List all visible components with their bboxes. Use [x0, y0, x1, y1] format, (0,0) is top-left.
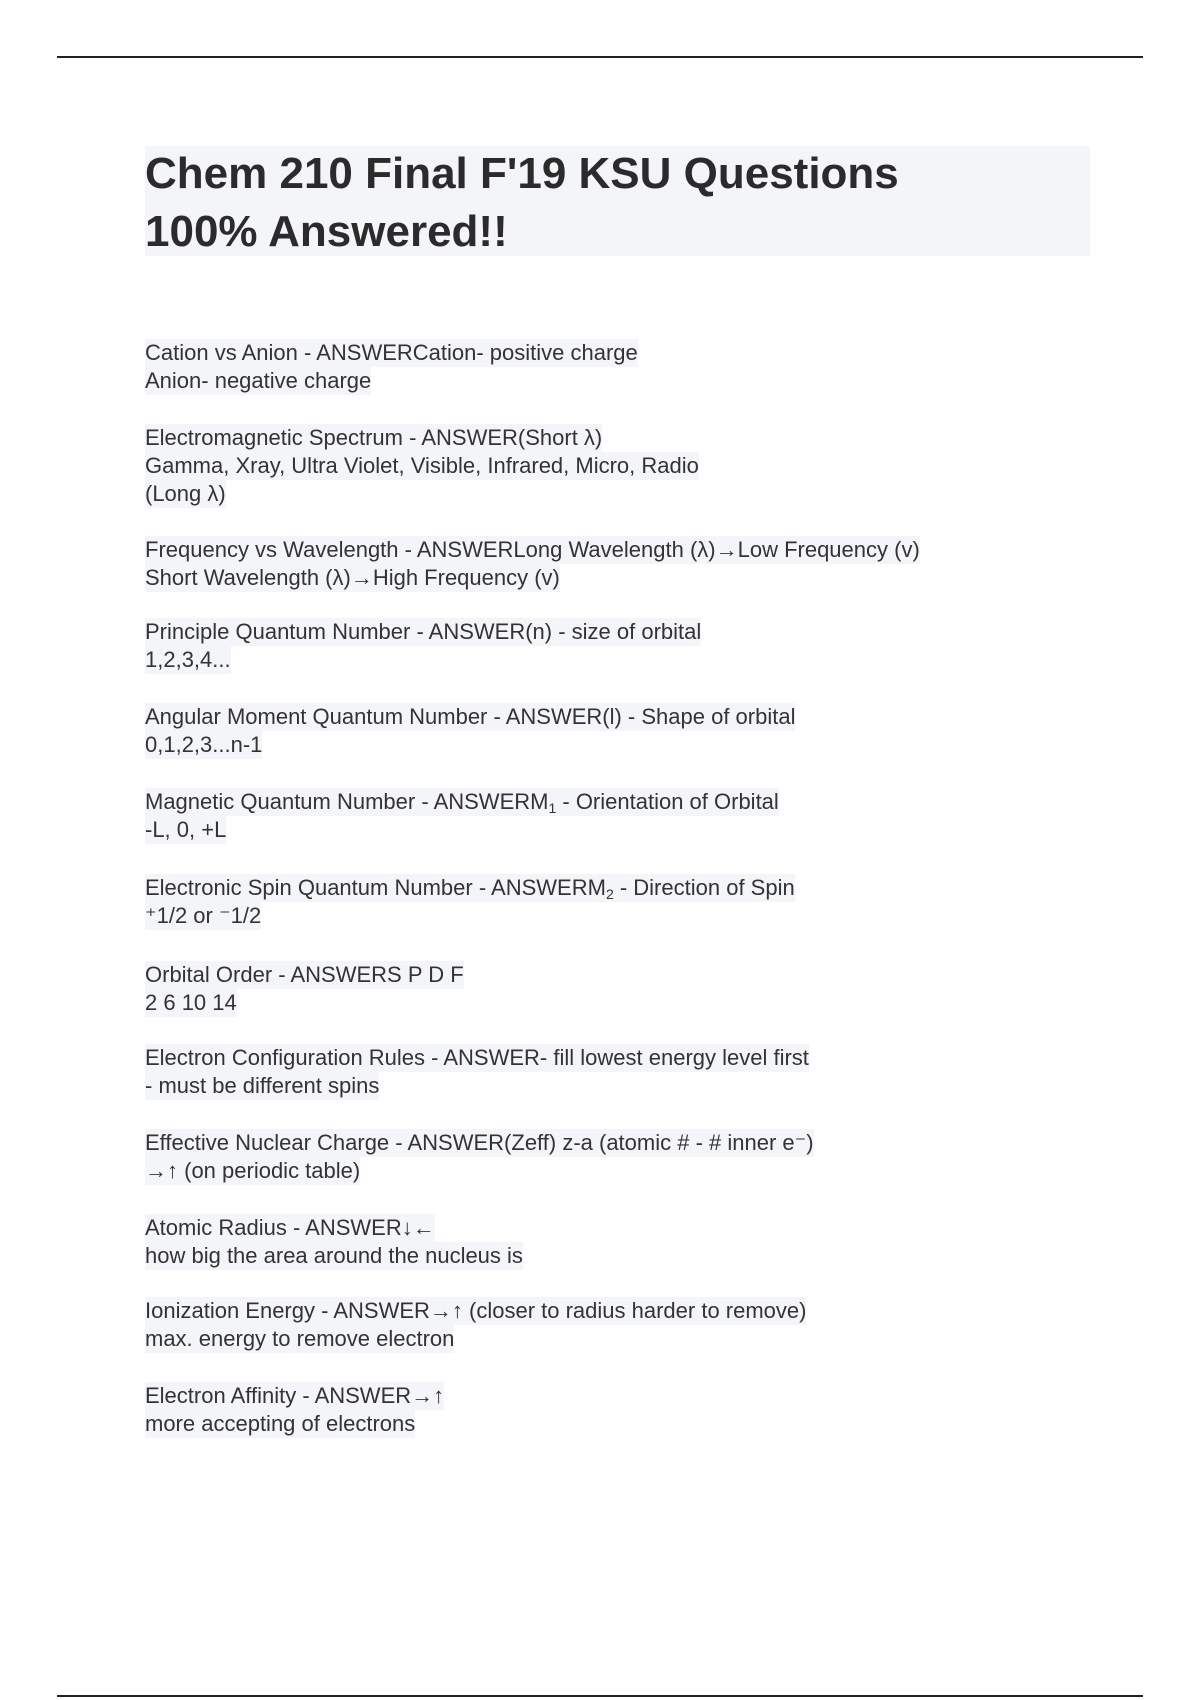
- page-title-line-2: 100% Answered!!: [145, 207, 508, 256]
- qa-entry-principle-quantum-number: [145, 618, 701, 674]
- bottom-rule: [57, 1695, 1143, 1697]
- entry-question-line: Cation vs Anion - ANSWERCation- positive charge: [145, 340, 638, 365]
- entry-answer-line: 0,1,2,3...n-1: [145, 732, 263, 757]
- qa-entry-ionization-energy: [145, 1297, 806, 1353]
- entry-question-line: Ionization Energy - ANSWER→↑ (closer to radius harder to remove): [145, 1298, 807, 1323]
- entry-question-line: Atomic Radius - ANSWER↓←: [145, 1215, 435, 1240]
- entry-answer-line: Gamma, Xray, Ultra Violet, Visible, Infrared, Micro, Radio: [145, 453, 699, 478]
- entry-answer-line: 1,2,3,4...: [145, 647, 231, 672]
- entry-question-line: Orbital Order - ANSWERS P D F: [145, 962, 464, 987]
- entry-answer-line: (Long λ): [145, 481, 226, 506]
- entry-answer-line: Short Wavelength (λ)→High Frequency (v): [145, 565, 560, 590]
- entry-answer-line: - must be different spins: [145, 1073, 380, 1098]
- entry-question-line: Electromagnetic Spectrum - ANSWER(Short λ): [145, 425, 603, 450]
- top-rule: [57, 56, 1143, 58]
- entry-question-text: - Orientation of Orbital: [556, 789, 779, 814]
- entry-question-text: Electronic Spin Quantum Number - ANSWERM: [145, 875, 606, 900]
- entry-question-text: - Direction of Spin: [613, 875, 795, 900]
- qa-entry-magnetic-quantum-number: [145, 788, 779, 844]
- entry-question-line: Frequency vs Wavelength - ANSWERLong Wavelength (λ)→Low Frequency (v): [145, 537, 920, 562]
- qa-entry-electromagnetic-spectrum: [145, 424, 699, 508]
- entry-answer-line: more accepting of electrons: [145, 1411, 416, 1436]
- qa-entry-atomic-radius: [145, 1214, 523, 1270]
- entry-question-line: Electron Affinity - ANSWER→↑: [145, 1383, 445, 1408]
- entry-question-line: [145, 788, 779, 816]
- qa-entry-electron-configuration-rules: [145, 1044, 809, 1100]
- entry-answer-line: 2 6 10 14: [145, 990, 237, 1015]
- qa-entry-frequency-wavelength: [145, 536, 920, 592]
- subscript: 2: [605, 886, 614, 902]
- entry-answer-line: -L, 0, +L: [145, 817, 227, 842]
- subscript: 1: [548, 800, 557, 816]
- title-block: [145, 146, 1090, 256]
- qa-entry-electronic-spin-quantum-number: [145, 874, 795, 930]
- entry-question-text: Magnetic Quantum Number - ANSWERM: [145, 789, 549, 814]
- page-title-line-1: Chem 210 Final F'19 KSU Questions: [145, 149, 899, 198]
- entry-answer-line: →↑ (on periodic table): [145, 1158, 361, 1183]
- qa-entry-effective-nuclear-charge: [145, 1129, 814, 1185]
- entry-question-line: Principle Quantum Number - ANSWER(n) - size of orbital: [145, 619, 702, 644]
- entry-answer-line: max. energy to remove electron: [145, 1326, 455, 1351]
- entry-answer-line: Anion- negative charge: [145, 368, 372, 393]
- qa-entry-cation-anion: [145, 339, 638, 395]
- entry-question-line: Effective Nuclear Charge - ANSWER(Zeff) z-a (atomic # - # inner e⁻): [145, 1130, 814, 1155]
- entry-answer-line: how big the area around the nucleus is: [145, 1243, 523, 1268]
- entry-question-line: Angular Moment Quantum Number - ANSWER(l) - Shape of orbital: [145, 704, 796, 729]
- entry-question-line: [145, 874, 795, 902]
- qa-entry-electron-affinity: [145, 1382, 444, 1438]
- qa-entry-orbital-order: [145, 961, 464, 1017]
- qa-entry-angular-moment-quantum-number: [145, 703, 795, 759]
- entry-question-line: Electron Configuration Rules - ANSWER- fill lowest energy level first: [145, 1045, 809, 1070]
- entry-answer-line: ⁺1/2 or ⁻1/2: [145, 903, 262, 928]
